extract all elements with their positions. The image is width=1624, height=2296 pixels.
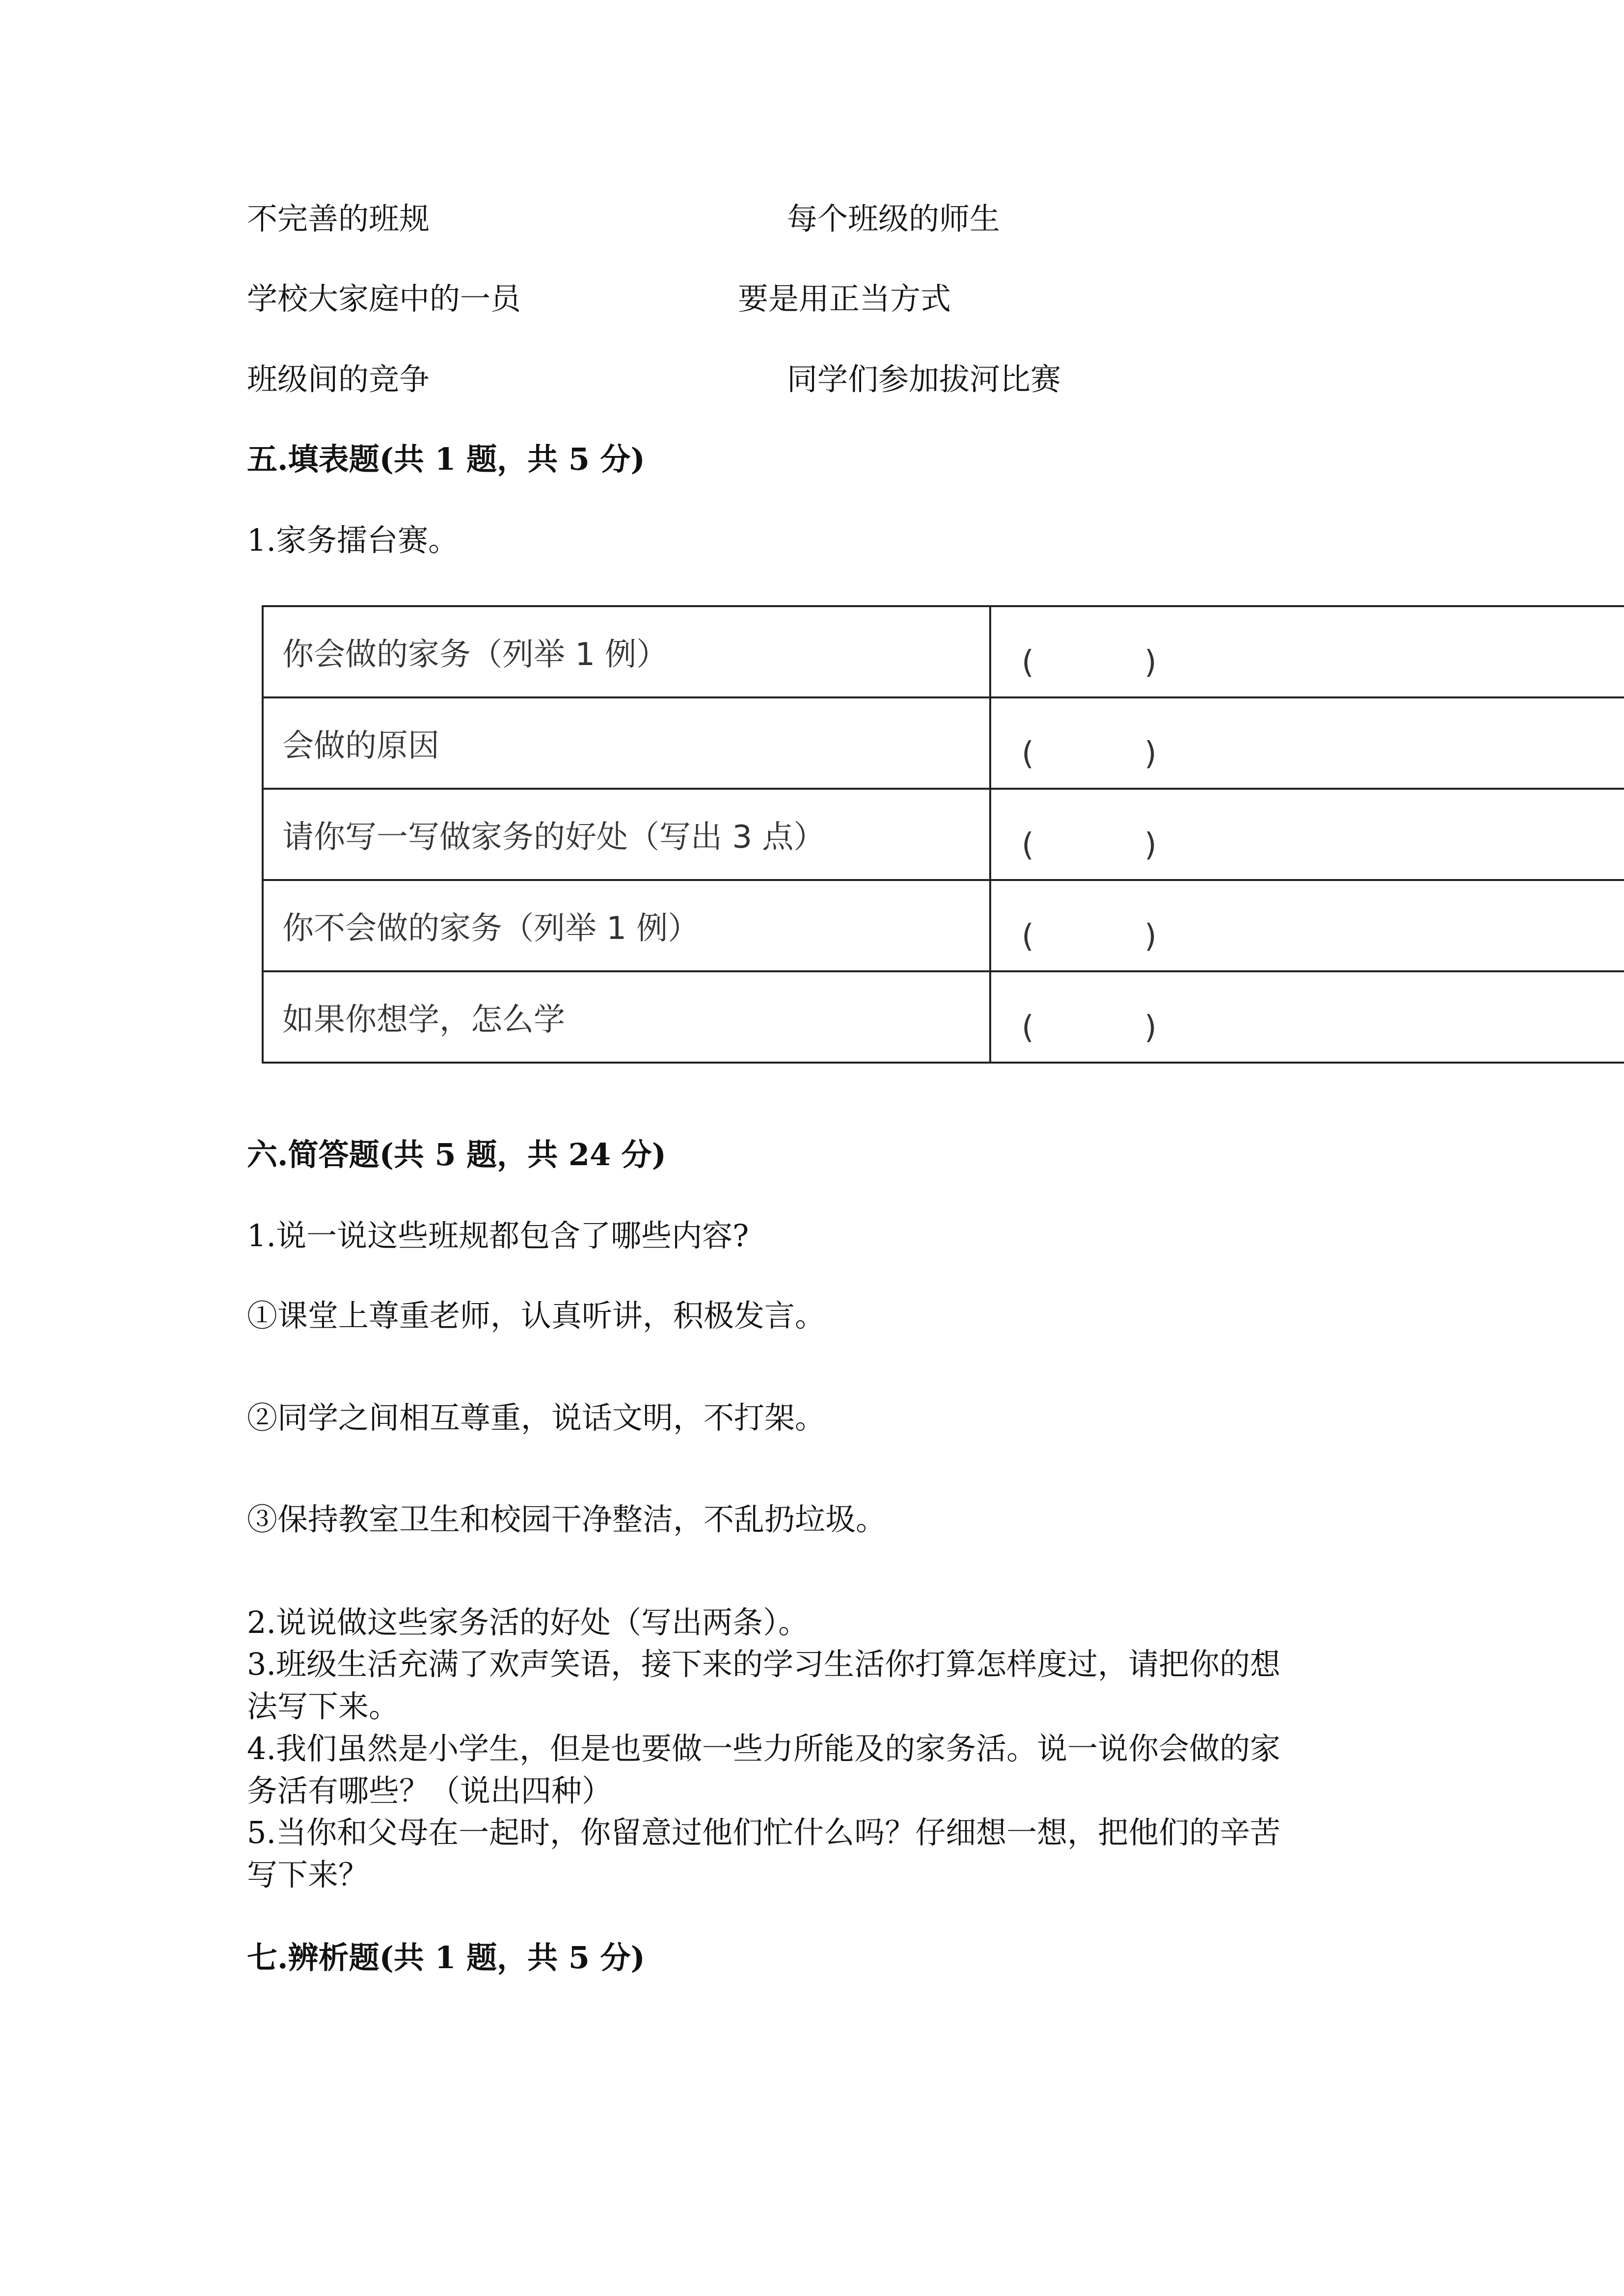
answer-blank-cell[interactable] bbox=[990, 789, 1624, 880]
rule-item-2: ②同学之间相互尊重，说话文明，不打架。 bbox=[247, 1400, 826, 1436]
close-paren: ) bbox=[1144, 827, 1157, 863]
close-paren: ) bbox=[1144, 918, 1157, 955]
table-row bbox=[263, 971, 1624, 1063]
section-6-question-3-line-2: 法写下来。 bbox=[247, 1688, 400, 1724]
match-right-1: 每个班级的师生 bbox=[787, 201, 1001, 237]
section-6-question-3-line-1: 3.班级生活充满了欢声笑语，接下来的学习生活你打算怎样度过，请把你的想 bbox=[247, 1646, 1281, 1682]
section-5-question-1: 1.家务擂台赛。 bbox=[247, 522, 459, 558]
table-label-cell: 你会做的家务（列举 1 例） bbox=[263, 606, 990, 697]
table-row bbox=[263, 789, 1624, 880]
table-row bbox=[263, 606, 1624, 697]
table-label-cell: 请你写一写做家务的好处（写出 3 点） bbox=[263, 789, 990, 880]
section-6-question-4-line-2: 务活有哪些？（说出四种） bbox=[247, 1773, 613, 1809]
section-6-question-4-line-1: 4.我们虽然是小学生，但是也要做一些力所能及的家务活。说一说你会做的家 bbox=[247, 1731, 1281, 1766]
match-right-3: 同学们参加拔河比赛 bbox=[787, 361, 1061, 397]
rule-item-3: ③保持教室卫生和校园干净整洁，不乱扔垃圾。 bbox=[247, 1501, 887, 1537]
table-label-cell: 你不会做的家务（列举 1 例） bbox=[263, 880, 990, 971]
answer-blank-cell[interactable] bbox=[990, 697, 1624, 789]
match-right-2: 要是用正当方式 bbox=[738, 281, 951, 317]
open-paren: ( bbox=[1022, 1010, 1034, 1046]
section-6-question-1: 1.说一说这些班规都包含了哪些内容? bbox=[247, 1218, 749, 1254]
match-left-3: 班级间的竞争 bbox=[247, 361, 430, 397]
answer-blank-cell[interactable] bbox=[990, 971, 1624, 1063]
table-label-cell: 如果你想学，怎么学 bbox=[263, 971, 990, 1063]
rule-item-1: ①课堂上尊重老师，认真听讲，积极发言。 bbox=[247, 1298, 826, 1334]
open-paren: ( bbox=[1022, 918, 1034, 955]
chores-table bbox=[262, 605, 1624, 1064]
section-7-heading: 七.辨析题(共 1 题，共 5 分) bbox=[247, 1940, 645, 1976]
chores-table-wrapper bbox=[262, 605, 1624, 1064]
section-6-heading: 六.简答题(共 5 题，共 24 分) bbox=[247, 1137, 667, 1173]
section-5-heading: 五.填表题(共 1 题，共 5 分) bbox=[247, 441, 645, 477]
close-paren: ) bbox=[1144, 1010, 1157, 1046]
open-paren: ( bbox=[1022, 644, 1034, 681]
answer-blank-cell[interactable] bbox=[990, 606, 1624, 697]
table-label-cell: 会做的原因 bbox=[263, 697, 990, 789]
section-6-question-5-line-1: 5.当你和父母在一起时，你留意过他们忙什么吗？仔细想一想，把他们的辛苦 bbox=[247, 1815, 1281, 1850]
table-row bbox=[263, 880, 1624, 971]
match-left-1: 不完善的班规 bbox=[247, 201, 430, 237]
table-row bbox=[263, 697, 1624, 789]
close-paren: ) bbox=[1144, 736, 1157, 772]
section-6-question-5-line-2: 写下来？ bbox=[247, 1857, 369, 1893]
answer-blank-cell[interactable] bbox=[990, 880, 1624, 971]
section-6-question-2: 2.说说做这些家务活的好处（写出两条）。 bbox=[247, 1604, 809, 1640]
close-paren: ) bbox=[1144, 644, 1157, 681]
match-left-2: 学校大家庭中的一员 bbox=[247, 281, 521, 317]
open-paren: ( bbox=[1022, 827, 1034, 863]
open-paren: ( bbox=[1022, 736, 1034, 772]
